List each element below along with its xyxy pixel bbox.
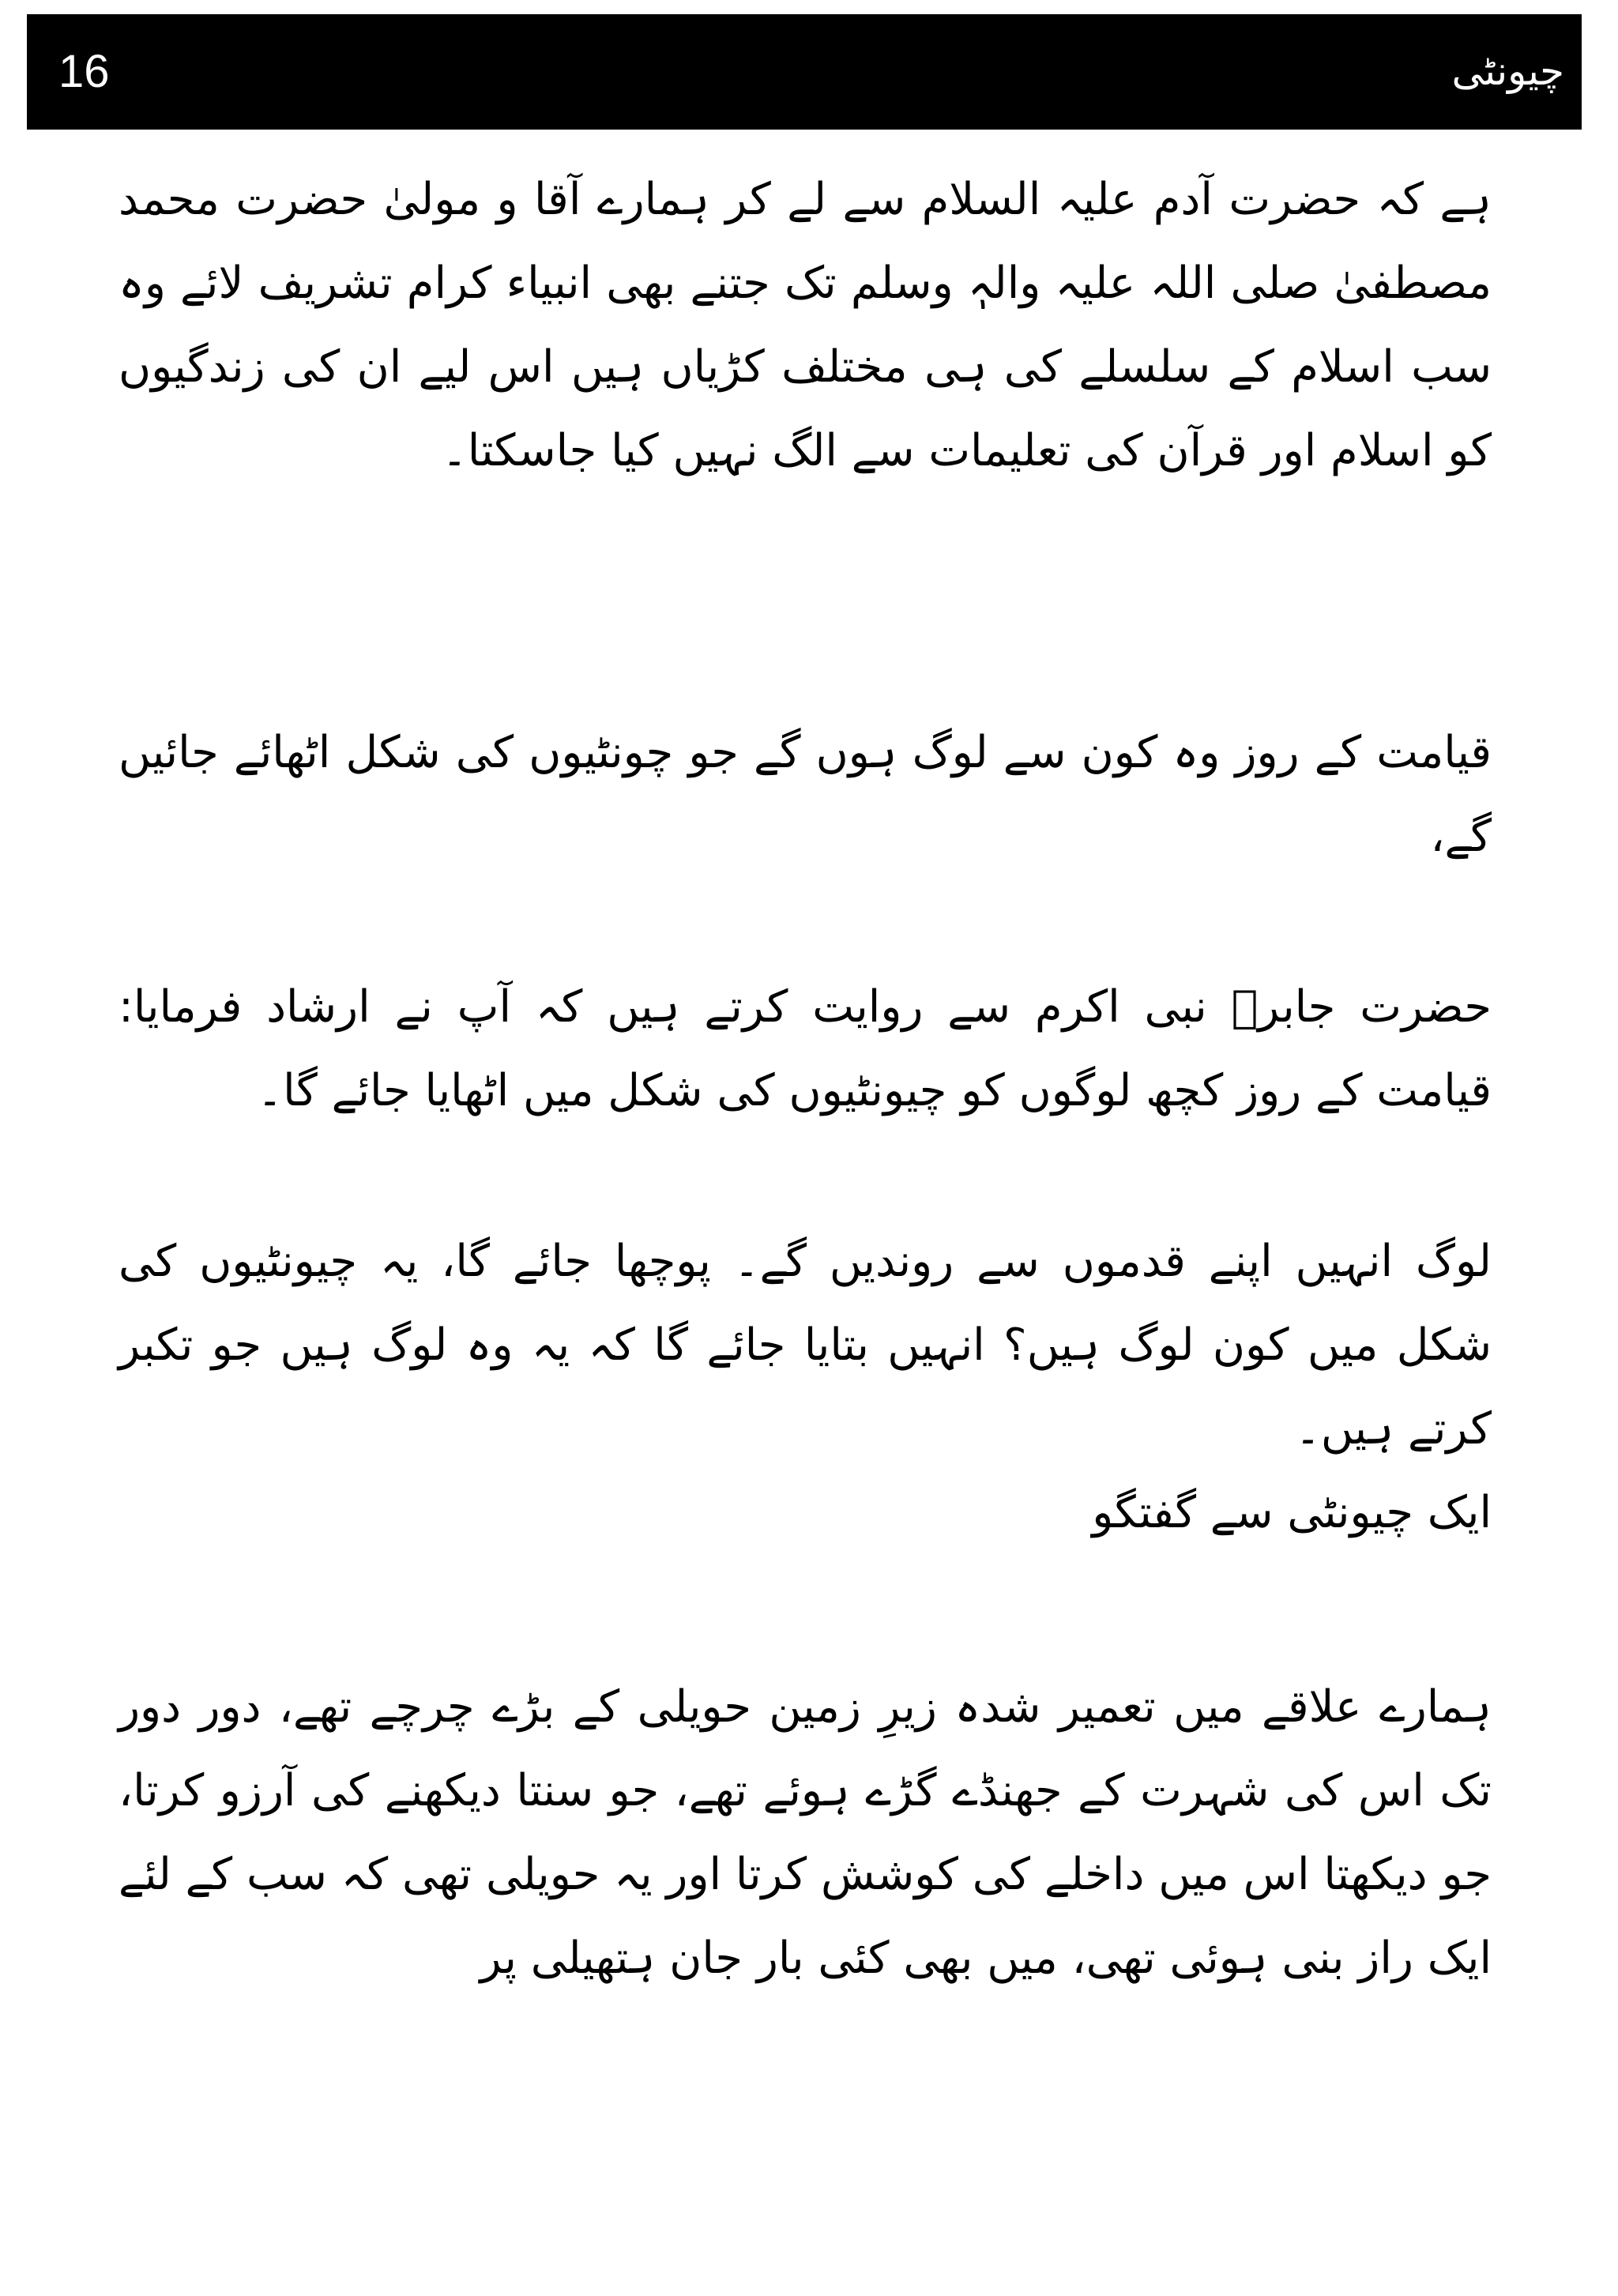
paragraph-prophets-islam: ہے کہ حضرت آدم علیہ السلام سے لے کر ہمارے آقا و مولیٰ حضرت محمد مصطفیٰ صلی اللہ علیہ والہٖ وسلم تک جتنے بھی انبیاء کرام تشریف لائے وہ سب اسلام کے سلسلے کی ہی مختلف کڑیاں ہیں اس لیے ان کی زندگیوں کو اسلام اور قرآن کی تعلیمات سے الگ نہیں کیا جاسکتا۔ — [119, 174, 1492, 476]
paragraph-underground-haveli: ہمارے علاقے میں تعمیر شدہ زیرِ زمین حویلی کے بڑے چرچے تھے، دور دور تک اس کی شہرت کے جھنڈے گڑے ہوئے تھے، جو سنتا دیکھنے کی آرزو کرتا، جو دیکھتا اس میں داخلے کی کوشش کرتا اور یہ حویلی تھی کہ سب کے لئے ایک راز بنی ہوئی تھی، میں بھی کئی بار جان ہتھیلی پر — [119, 1681, 1492, 1984]
paragraph-question-qiyamat: قیامت کے روز وہ کون سے لوگ ہوں گے جو چونٹیوں کی شکل اٹھائے جائیں گے، — [119, 727, 1492, 862]
page-body — [119, 158, 1492, 2001]
page-number: 16 — [58, 46, 110, 97]
header-bar — [27, 14, 1582, 130]
running-title: چیونٹی — [1451, 48, 1564, 94]
section-heading: ایک چیونٹی سے گفتگو — [1092, 1487, 1492, 1538]
paragraph-trampled-arrogant: لوگ انہیں اپنے قدموں سے روندیں گے۔ پوچھا جائے گا، یہ چیونٹیوں کی شکل میں کون لوگ ہیں؟ انہیں بتایا جائے گا کہ یہ وہ لوگ ہیں جو تکبر کرتے ہیں۔ — [119, 1236, 1492, 1455]
paragraph-hadith-jabir: حضرت جابرؓ نبی اکرم سے روایت کرتے ہیں کہ آپ نے ارشاد فرمایا: قیامت کے روز کچھ لوگوں کو چیونٹیوں کی شکل میں اٹھایا جائے گا۔ — [119, 981, 1492, 1116]
